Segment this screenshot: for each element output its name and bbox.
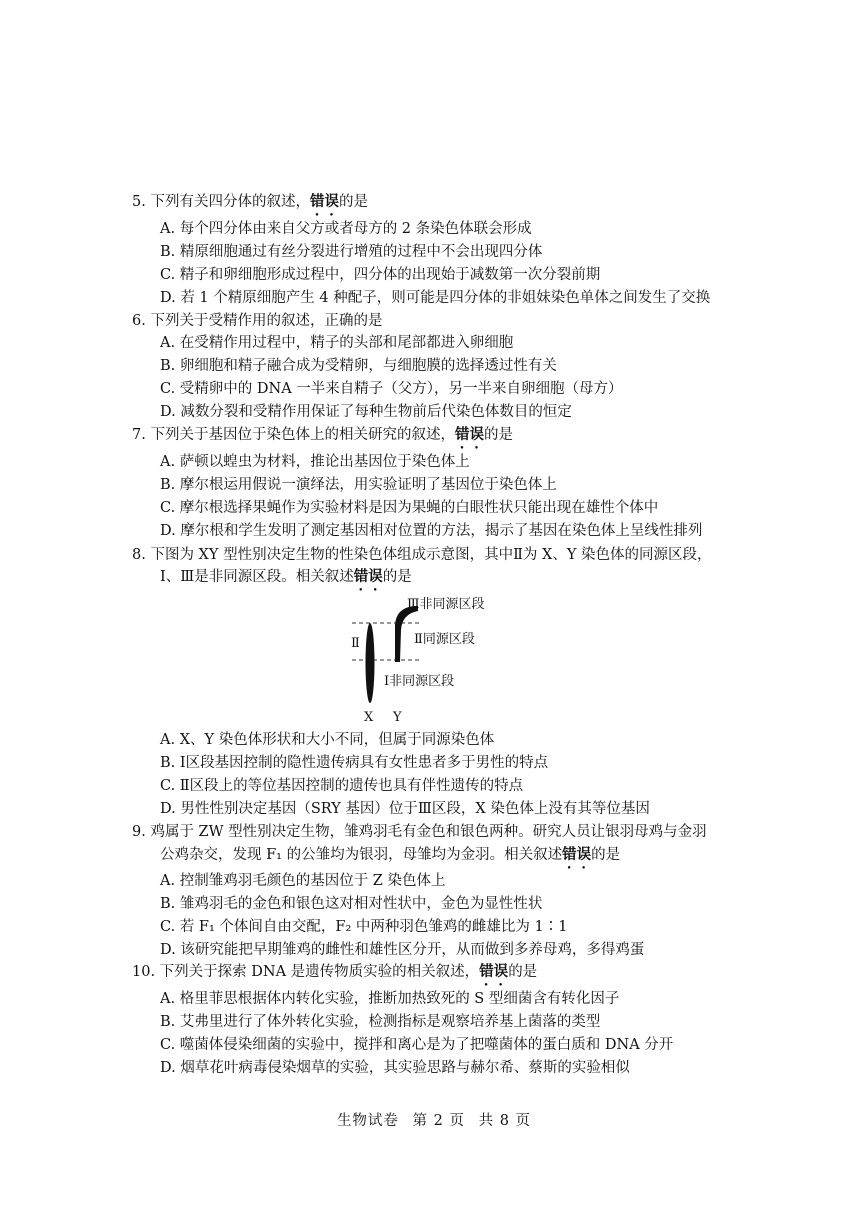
question-9-option-a: A. 控制雏鸡羽毛颜色的基因位于 Z 染色体上 [160,873,446,889]
question-8-option-d: D. 男性性别决定基因（SRY 基因）位于Ⅲ区段，X 染色体上没有其等位基因 [160,801,650,817]
label-ii: Ⅱ同源区段 [414,632,475,647]
footer-total: 共 8 页 [478,1113,532,1129]
footer-page: 第 2 页 [412,1113,465,1129]
question-5-option-b: B. 精原细胞通过有丝分裂进行增殖的过程中不会出现四分体 [160,244,543,260]
question-10-option-a: A. 格里菲思根据体内转化实验，推断加热致死的 S 型细菌含有转化因子 [160,991,620,1007]
question-number: 9. [132,824,146,840]
label-iii: Ⅲ非同源区段 [407,597,485,612]
stem-text: 鸡属于 ZW 型性别决定生物，雏鸡羽毛有金色和银色两种。研究人员让银羽母鸡与金羽 [150,824,707,840]
label-x: X [364,710,374,725]
question-5-stem [132,192,368,219]
question-7-stem [132,425,513,452]
question-9-stem [132,822,707,842]
question-number: 5. [132,194,146,210]
question-5-option-a: A. 每个四分体由来自父方或者母方的 2 条染色体联会形成 [160,221,532,237]
stem-text: 下列关于探索 DNA 是遗传物质实验的相关叙述， [159,964,480,980]
question-number: 7. [132,427,146,443]
stem-text: 下列有关四分体的叙述， [150,194,310,210]
question-9-option-c: C. 若 F₁ 个体间自由交配，F₂ 中两种羽色雏鸡的雌雄比为 1∶1 [160,919,568,935]
question-5-option-d: D. 若 1 个精原细胞产生 4 种配子，则可能是四分体的非姐妹染色单体之间发生了交换 [160,290,711,306]
question-6-option-b: B. 卵细胞和精子融合成为受精卵，与细胞膜的选择透过性有关 [160,358,557,374]
question-7-option-d: D. 摩尔根和学生发明了测定基因相对位置的方法，揭示了基因在染色体上呈线性排列 [160,523,703,539]
label-y: Y [393,710,402,725]
chromosome-diagram [330,590,500,730]
stem-text: 下列关于受精作用的叙述，正确的是 [150,313,383,329]
question-9-option-b: B. 雏鸡羽毛的金色和银色这对相对性状中，金色为显性性状 [160,896,543,912]
question-9-stem-cont: 公鸡杂交，发现 F₁ 的公雏均为银羽，母雏均为金羽。相关叙述错误的是 [160,846,621,863]
stem-text: 下图为 XY 型性别决定生物的性染色体组成示意图，其中Ⅱ为 X、Y 染色体的同源区段， [150,547,712,563]
label-ii-left: Ⅱ [351,636,360,651]
question-10-stem [132,962,537,989]
question-6-option-a: A. 在受精作用过程中，精子的头部和尾部都进入卵细胞 [160,335,514,351]
page-footer [0,1109,868,1130]
question-number: 8. [132,547,146,563]
stem-text: 下列关于基因位于染色体上的相关研究的叙述， [150,427,455,443]
question-7-option-b: B. 摩尔根运用假说一演绎法，用实验证明了基因位于染色体上 [160,477,557,493]
stem-text: 的是 [483,427,513,443]
question-8-option-a: A. X、Y 染色体形状和大小不同，但属于同源染色体 [160,732,495,748]
footer-subject: 生物试卷 [336,1113,399,1129]
question-8-stem [132,545,712,565]
question-6-option-d: D. 减数分裂和受精作用保证了每种生物前后代染色体数目的恒定 [160,404,572,420]
x-chromosome [366,623,375,703]
question-10-option-d: D. 烟草花叶病毒侵染烟草的实验，其实验思路与赫尔希、蔡斯的实验相似 [160,1060,630,1076]
question-number: 6. [132,313,146,329]
question-10-option-b: B. 艾弗里进行了体外转化实验，检测指标是观察培养基上菌落的类型 [160,1014,601,1030]
question-7-option-a: A. 萨顿以蝗虫为材料，推论出基因位于染色体上 [160,454,470,470]
emphasis-text: 错误 [309,193,339,210]
question-6-option-c: C. 受精卵中的 DNA 一半来自精子（父方），另一半来自卵细胞（母方） [160,381,623,397]
question-7-option-c: C. 摩尔根选择果蝇作为实验材料是因为果蝇的白眼性状只能出现在雄性个体中 [160,500,659,516]
question-6-stem [132,311,382,331]
question-8-option-b: B. Ⅰ区段基因控制的隐性遗传病具有女性患者多于男性的特点 [160,755,549,771]
stem-text: 的是 [508,964,538,980]
emphasis-text: 错误 [562,846,592,863]
emphasis-text: 错误 [353,568,383,585]
emphasis-text: 错误 [454,426,484,443]
question-10-option-c: C. 噬菌体侵染细菌的实验中，搅拌和离心是为了把噬菌体的蛋白质和 DNA 分开 [160,1037,674,1053]
question-5-option-c: C. 精子和卵细胞形成过程中，四分体的出现始于减数第一次分裂前期 [160,267,601,283]
question-8-option-c: C. Ⅱ区段上的等位基因控制的遗传也具有伴性遗传的特点 [160,778,524,794]
label-i: Ⅰ非同源区段 [384,674,455,689]
question-8-stem-cont: Ⅰ、Ⅲ是非同源区段。相关叙述错误的是 [160,568,412,585]
stem-text: 的是 [338,194,368,210]
question-number: 10. [132,964,156,980]
emphasis-text: 错误 [479,963,509,980]
question-9-option-d: D. 该研究能把早期雏鸡的雌性和雄性区分开，从而做到多养母鸡，多得鸡蛋 [160,942,645,958]
